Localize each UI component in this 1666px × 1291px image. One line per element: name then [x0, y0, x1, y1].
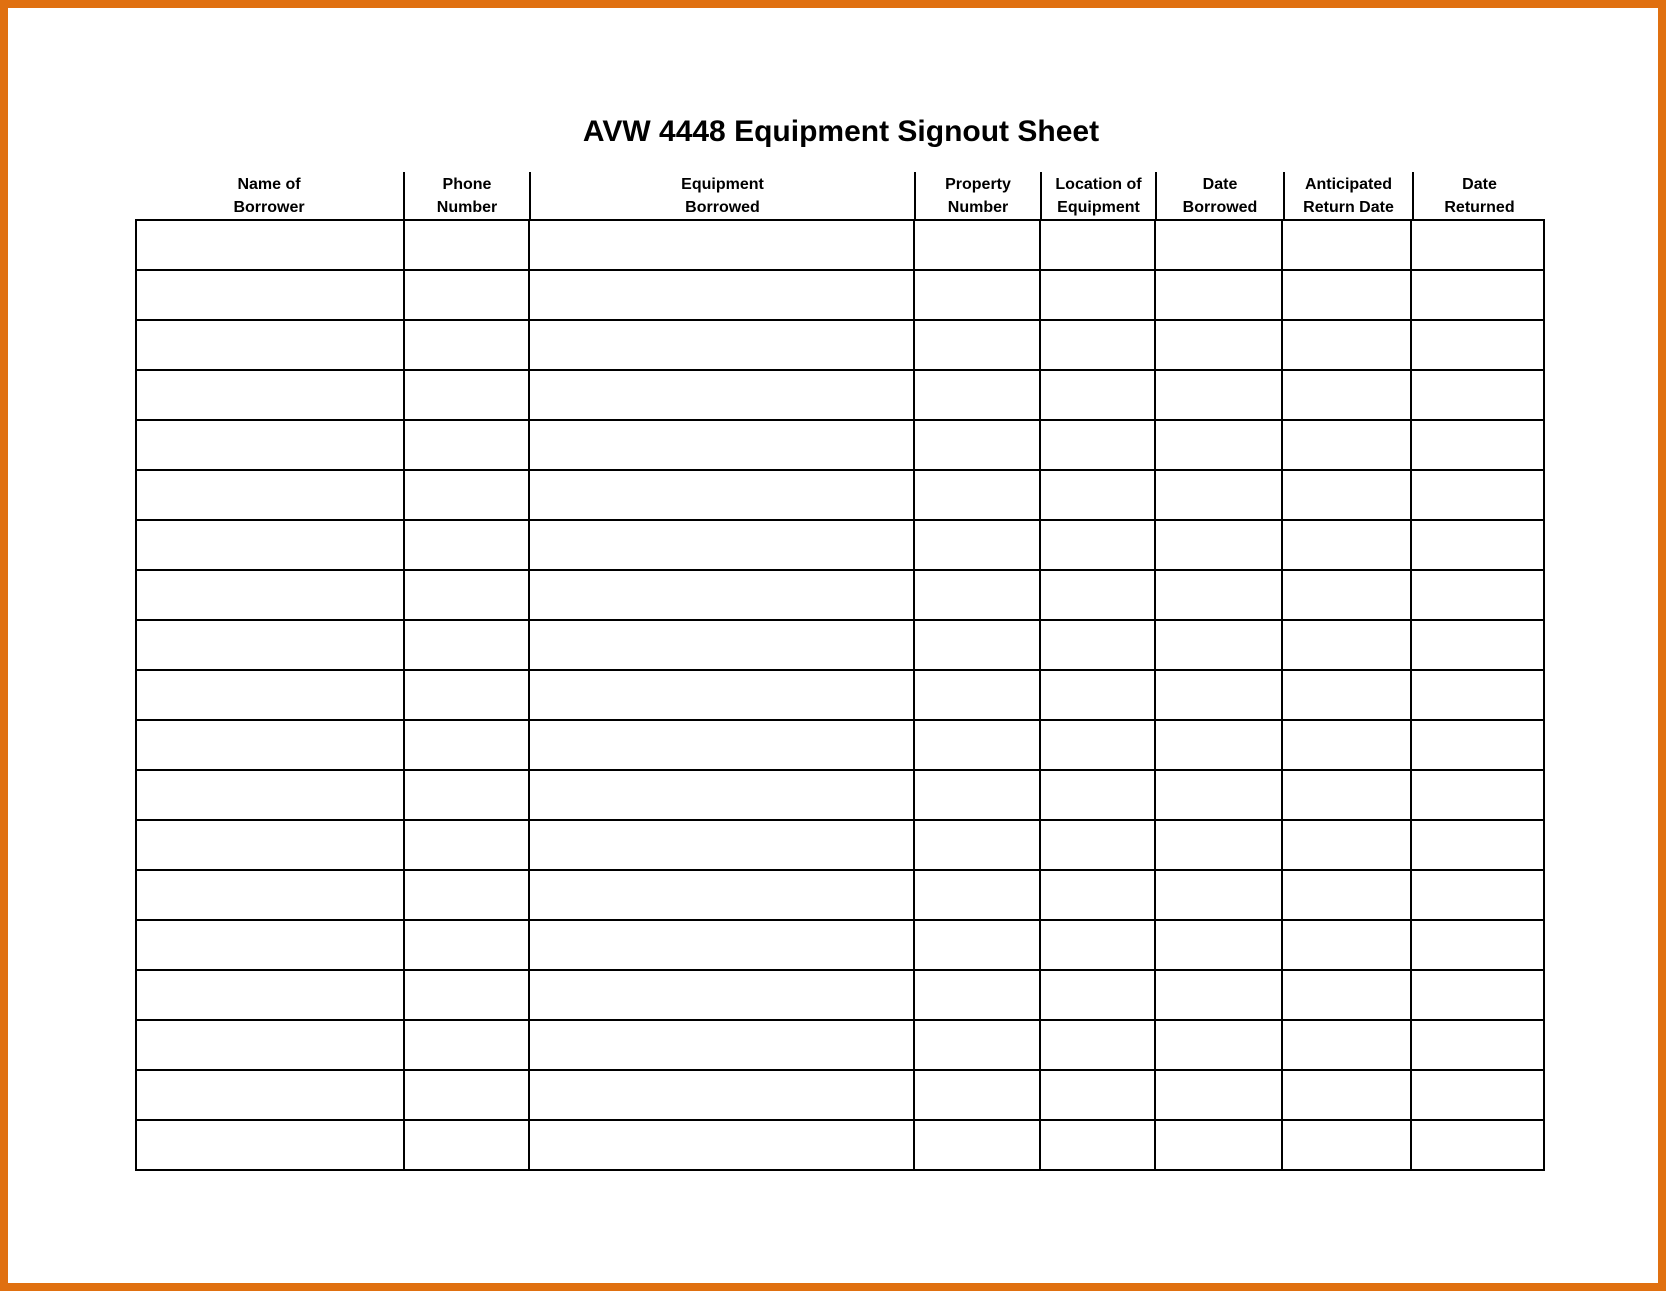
table-row	[137, 221, 1543, 271]
cell-phone-number[interactable]	[405, 221, 531, 269]
cell-property-number[interactable]	[915, 971, 1041, 1019]
cell-date-borrowed[interactable]	[1156, 821, 1284, 869]
cell-location-of-equipment[interactable]	[1041, 221, 1156, 269]
cell-date-borrowed[interactable]	[1156, 221, 1284, 269]
cell-date-borrowed[interactable]	[1156, 771, 1284, 819]
cell-date-borrowed[interactable]	[1156, 921, 1284, 969]
cell-anticipated-return-date[interactable]	[1283, 721, 1412, 769]
cell-property-number[interactable]	[915, 371, 1041, 419]
table-row	[137, 971, 1543, 1021]
cell-property-number[interactable]	[915, 471, 1041, 519]
cell-name-of-borrower[interactable]	[137, 921, 405, 969]
cell-date-borrowed[interactable]	[1156, 321, 1284, 369]
header-line-1: Anticipated	[1304, 176, 1393, 193]
cell-name-of-borrower[interactable]	[137, 521, 405, 569]
table-row	[137, 871, 1543, 921]
cell-date-returned[interactable]	[1412, 921, 1543, 969]
cell-name-of-borrower[interactable]	[137, 671, 405, 719]
header-line-1: Name of	[237, 176, 301, 193]
header-line-2: Borrowed	[1182, 199, 1258, 216]
cell-name-of-borrower[interactable]	[137, 221, 405, 269]
cell-location-of-equipment[interactable]	[1041, 421, 1156, 469]
cell-date-borrowed[interactable]	[1156, 521, 1284, 569]
cell-location-of-equipment[interactable]	[1041, 871, 1156, 919]
cell-anticipated-return-date[interactable]	[1283, 371, 1412, 419]
cell-anticipated-return-date[interactable]	[1283, 321, 1412, 369]
cell-date-borrowed[interactable]	[1156, 271, 1284, 319]
cell-date-borrowed[interactable]	[1156, 671, 1284, 719]
cell-property-number[interactable]	[915, 321, 1041, 369]
cell-anticipated-return-date[interactable]	[1283, 821, 1412, 869]
cell-anticipated-return-date[interactable]	[1283, 1021, 1412, 1069]
table-header	[135, 172, 1545, 219]
cell-equipment-borrowed[interactable]	[530, 871, 914, 919]
table-row	[137, 671, 1543, 721]
cell-date-borrowed[interactable]	[1156, 721, 1284, 769]
table-row	[137, 521, 1543, 571]
cell-date-returned[interactable]	[1412, 721, 1543, 769]
cell-equipment-borrowed[interactable]	[530, 421, 914, 469]
cell-date-returned[interactable]	[1412, 321, 1543, 369]
cell-property-number[interactable]	[915, 721, 1041, 769]
cell-phone-number[interactable]	[405, 1021, 531, 1069]
cell-phone-number[interactable]	[405, 521, 531, 569]
header-property-number	[916, 172, 1042, 219]
cell-name-of-borrower[interactable]	[137, 971, 405, 1019]
cell-name-of-borrower[interactable]	[137, 871, 405, 919]
cell-location-of-equipment[interactable]	[1041, 571, 1156, 619]
cell-equipment-borrowed[interactable]	[530, 371, 914, 419]
cell-equipment-borrowed[interactable]	[530, 971, 914, 1019]
cell-anticipated-return-date[interactable]	[1283, 1071, 1412, 1119]
cell-equipment-borrowed[interactable]	[530, 321, 914, 369]
table-row	[137, 621, 1543, 671]
cell-equipment-borrowed[interactable]	[530, 821, 914, 869]
header-line-2: Number	[436, 199, 498, 216]
cell-name-of-borrower[interactable]	[137, 421, 405, 469]
cell-phone-number[interactable]	[405, 371, 531, 419]
cell-phone-number[interactable]	[405, 721, 531, 769]
cell-anticipated-return-date[interactable]	[1283, 471, 1412, 519]
cell-property-number[interactable]	[915, 1021, 1041, 1069]
table-row	[137, 721, 1543, 771]
cell-date-borrowed[interactable]	[1156, 1071, 1284, 1119]
cell-location-of-equipment[interactable]	[1041, 671, 1156, 719]
cell-location-of-equipment[interactable]	[1041, 271, 1156, 319]
table-row	[137, 371, 1543, 421]
cell-date-returned[interactable]	[1412, 821, 1543, 869]
cell-location-of-equipment[interactable]	[1041, 471, 1156, 519]
cell-equipment-borrowed[interactable]	[530, 921, 914, 969]
cell-property-number[interactable]	[915, 421, 1041, 469]
cell-date-returned[interactable]	[1412, 621, 1543, 669]
cell-date-returned[interactable]	[1412, 1071, 1543, 1119]
cell-anticipated-return-date[interactable]	[1283, 771, 1412, 819]
cell-property-number[interactable]	[915, 621, 1041, 669]
cell-equipment-borrowed[interactable]	[530, 271, 914, 319]
cell-date-returned[interactable]	[1412, 871, 1543, 919]
cell-date-borrowed[interactable]	[1156, 371, 1284, 419]
header-date-borrowed	[1157, 172, 1285, 219]
cell-anticipated-return-date[interactable]	[1283, 671, 1412, 719]
cell-phone-number[interactable]	[405, 321, 531, 369]
cell-date-borrowed[interactable]	[1156, 1121, 1284, 1169]
header-line-2: Equipment	[1057, 199, 1140, 216]
cell-anticipated-return-date[interactable]	[1283, 271, 1412, 319]
table-row	[137, 1071, 1543, 1121]
cell-property-number[interactable]	[915, 821, 1041, 869]
cell-phone-number[interactable]	[405, 621, 531, 669]
cell-location-of-equipment[interactable]	[1041, 921, 1156, 969]
cell-anticipated-return-date[interactable]	[1283, 421, 1412, 469]
cell-anticipated-return-date[interactable]	[1283, 221, 1412, 269]
header-line-1: Date	[1202, 176, 1238, 193]
cell-anticipated-return-date[interactable]	[1283, 621, 1412, 669]
cell-name-of-borrower[interactable]	[137, 271, 405, 319]
table-row	[137, 1021, 1543, 1071]
cell-location-of-equipment[interactable]	[1041, 1021, 1156, 1069]
table-row	[137, 421, 1543, 471]
header-line-2: Return Date	[1303, 199, 1394, 216]
cell-property-number[interactable]	[915, 921, 1041, 969]
cell-location-of-equipment[interactable]	[1041, 371, 1156, 419]
cell-equipment-borrowed[interactable]	[530, 1021, 914, 1069]
cell-location-of-equipment[interactable]	[1041, 621, 1156, 669]
cell-location-of-equipment[interactable]	[1041, 521, 1156, 569]
header-line-2: Number	[947, 199, 1009, 216]
header-line-1: Phone	[442, 176, 492, 193]
cell-date-returned[interactable]	[1412, 671, 1543, 719]
cell-date-returned[interactable]	[1412, 221, 1543, 269]
cell-property-number[interactable]	[915, 1121, 1041, 1169]
table-row	[137, 571, 1543, 621]
table-row	[137, 1121, 1543, 1171]
header-line-2: Returned	[1444, 199, 1515, 216]
cell-date-borrowed[interactable]	[1156, 1021, 1284, 1069]
table-row	[137, 271, 1543, 321]
table-row	[137, 821, 1543, 871]
cell-date-returned[interactable]	[1412, 1121, 1543, 1169]
cell-equipment-borrowed[interactable]	[530, 221, 914, 269]
cell-property-number[interactable]	[915, 521, 1041, 569]
table-row	[137, 921, 1543, 971]
cell-anticipated-return-date[interactable]	[1283, 871, 1412, 919]
cell-phone-number[interactable]	[405, 671, 531, 719]
cell-property-number[interactable]	[915, 571, 1041, 619]
header-anticipated-return-date	[1285, 172, 1414, 219]
cell-property-number[interactable]	[915, 1071, 1041, 1119]
cell-date-borrowed[interactable]	[1156, 471, 1284, 519]
cell-location-of-equipment[interactable]	[1041, 721, 1156, 769]
cell-equipment-borrowed[interactable]	[530, 671, 914, 719]
cell-location-of-equipment[interactable]	[1041, 971, 1156, 1019]
cell-property-number[interactable]	[915, 271, 1041, 319]
cell-name-of-borrower[interactable]	[137, 821, 405, 869]
cell-phone-number[interactable]	[405, 921, 531, 969]
cell-date-returned[interactable]	[1412, 571, 1543, 619]
table-row	[137, 771, 1543, 821]
cell-date-borrowed[interactable]	[1156, 621, 1284, 669]
cell-date-borrowed[interactable]	[1156, 871, 1284, 919]
cell-date-returned[interactable]	[1412, 271, 1543, 319]
cell-date-returned[interactable]	[1412, 521, 1543, 569]
cell-location-of-equipment[interactable]	[1041, 821, 1156, 869]
cell-location-of-equipment[interactable]	[1041, 1121, 1156, 1169]
cell-phone-number[interactable]	[405, 1071, 531, 1119]
header-equipment-borrowed	[531, 172, 916, 219]
cell-phone-number[interactable]	[405, 1121, 531, 1169]
header-location-of-equipment	[1042, 172, 1157, 219]
cell-phone-number[interactable]	[405, 471, 531, 519]
cell-name-of-borrower[interactable]	[137, 621, 405, 669]
cell-name-of-borrower[interactable]	[137, 571, 405, 619]
cell-property-number[interactable]	[915, 221, 1041, 269]
cell-date-returned[interactable]	[1412, 771, 1543, 819]
cell-date-returned[interactable]	[1412, 421, 1543, 469]
header-name-of-borrower	[135, 172, 405, 219]
cell-equipment-borrowed[interactable]	[530, 571, 914, 619]
table-row	[137, 471, 1543, 521]
cell-name-of-borrower[interactable]	[137, 321, 405, 369]
cell-anticipated-return-date[interactable]	[1283, 1121, 1412, 1169]
cell-equipment-borrowed[interactable]	[530, 771, 914, 819]
cell-property-number[interactable]	[915, 671, 1041, 719]
cell-phone-number[interactable]	[405, 421, 531, 469]
signout-table	[135, 172, 1545, 1171]
cell-anticipated-return-date[interactable]	[1283, 571, 1412, 619]
cell-anticipated-return-date[interactable]	[1283, 521, 1412, 569]
cell-equipment-borrowed[interactable]	[530, 621, 914, 669]
cell-equipment-borrowed[interactable]	[530, 721, 914, 769]
cell-equipment-borrowed[interactable]	[530, 1121, 914, 1169]
cell-phone-number[interactable]	[405, 871, 531, 919]
cell-anticipated-return-date[interactable]	[1283, 971, 1412, 1019]
cell-name-of-borrower[interactable]	[137, 771, 405, 819]
cell-location-of-equipment[interactable]	[1041, 1071, 1156, 1119]
cell-date-returned[interactable]	[1412, 971, 1543, 1019]
sheet-title: AVW 4448 Equipment Signout Sheet	[582, 115, 1100, 148]
header-line-1: Equipment	[681, 176, 764, 193]
cell-equipment-borrowed[interactable]	[530, 1071, 914, 1119]
cell-phone-number[interactable]	[405, 771, 531, 819]
cell-property-number[interactable]	[915, 871, 1041, 919]
cell-location-of-equipment[interactable]	[1041, 771, 1156, 819]
cell-date-returned[interactable]	[1412, 471, 1543, 519]
cell-name-of-borrower[interactable]	[137, 721, 405, 769]
header-date-returned	[1414, 172, 1545, 219]
cell-phone-number[interactable]	[405, 971, 531, 1019]
header-line-2: Borrowed	[685, 199, 760, 216]
cell-date-borrowed[interactable]	[1156, 421, 1284, 469]
cell-name-of-borrower[interactable]	[137, 1021, 405, 1069]
cell-name-of-borrower[interactable]	[137, 1121, 405, 1169]
header-line-1: Location of	[1055, 176, 1142, 193]
cell-phone-number[interactable]	[405, 821, 531, 869]
header-line-2: Borrower	[233, 199, 305, 216]
cell-equipment-borrowed[interactable]	[530, 471, 914, 519]
cell-date-returned[interactable]	[1412, 1021, 1543, 1069]
table-row	[137, 321, 1543, 371]
cell-date-returned[interactable]	[1412, 371, 1543, 419]
cell-property-number[interactable]	[915, 771, 1041, 819]
cell-equipment-borrowed[interactable]	[530, 521, 914, 569]
cell-name-of-borrower[interactable]	[137, 471, 405, 519]
header-line-1: Property	[945, 176, 1011, 193]
cell-phone-number[interactable]	[405, 571, 531, 619]
cell-name-of-borrower[interactable]	[137, 1071, 405, 1119]
cell-date-borrowed[interactable]	[1156, 971, 1284, 1019]
header-line-1: Date	[1462, 176, 1497, 193]
cell-name-of-borrower[interactable]	[137, 371, 405, 419]
cell-date-borrowed[interactable]	[1156, 571, 1284, 619]
table-body	[135, 219, 1545, 1171]
header-phone-number	[405, 172, 531, 219]
cell-anticipated-return-date[interactable]	[1283, 921, 1412, 969]
cell-phone-number[interactable]	[405, 271, 531, 319]
cell-location-of-equipment[interactable]	[1041, 321, 1156, 369]
